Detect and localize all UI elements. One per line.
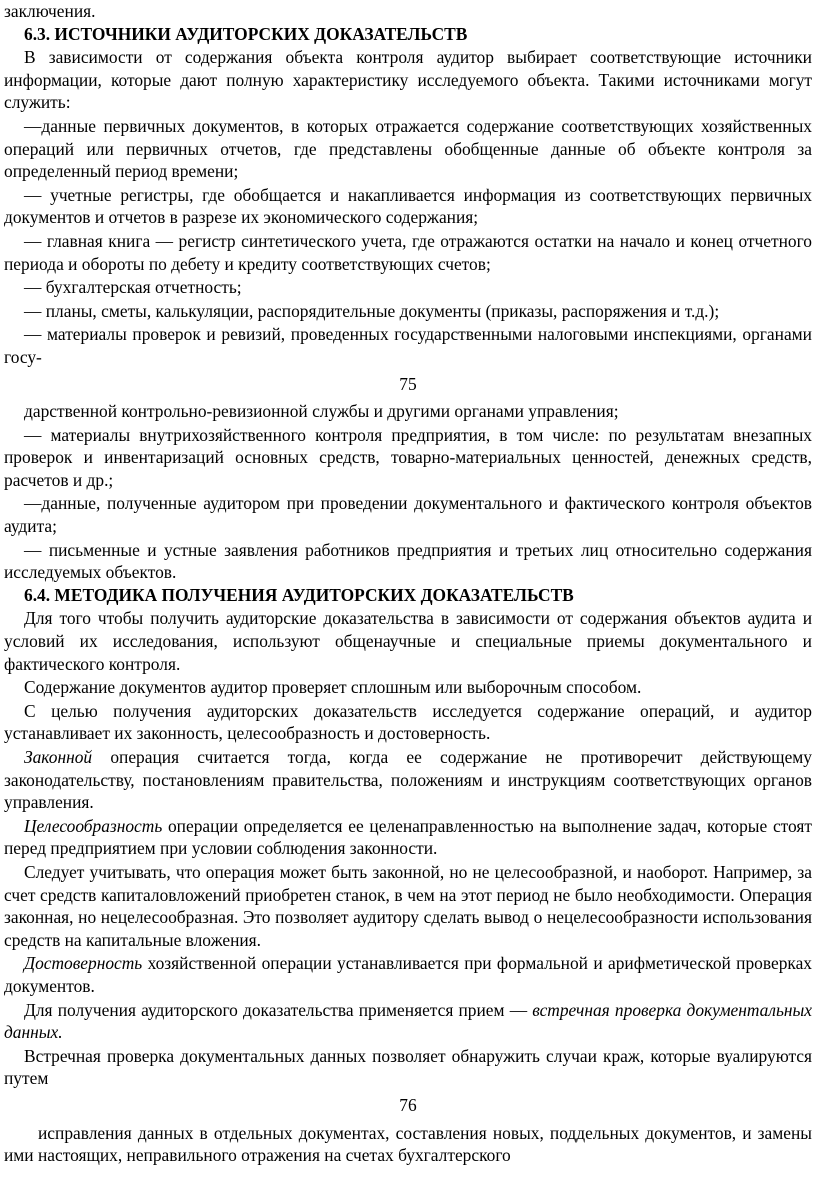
- expediency-definition: операции определяется ее целенаправленностью на выполнение задач, которые стоят перед предприятием при условии соблюдения законности.: [4, 815, 812, 859]
- paragraph: исправления данных в отдельных документах, составления новых, поддельных документов, и замены ими настоящих, неправильного отражения на счетах бухгалтерского: [4, 1122, 812, 1166]
- term-expediency: Целесообразность: [24, 815, 163, 836]
- paragraph-expediency: [4, 815, 812, 860]
- page-number: 76: [399, 1094, 417, 1115]
- list-item: — письменные и устные заявления работников предприятия и третьих лиц относительно содержания исследуемых объектов.: [4, 539, 812, 583]
- paragraph: В зависимости от содержания объекта контроля аудитор выбирает соответствующие источники информации, которые дают полную характеристику исследуемого объекта. Такими источниками могут служить:: [4, 47, 812, 113]
- paragraph: Содержание документов аудитор проверяет сплошным или выборочным способом.: [24, 677, 642, 698]
- list-item: —данные первичных документов, в которых отражается содержание соответствующих хозяйственных операций или первичных отчетов, где представлены обобщенные данные об объекте контроля за определенный период времени;: [4, 115, 812, 182]
- section-heading-6-3: 6.3. ИСТОЧНИКИ АУДИТОРСКИХ ДОКАЗАТЕЛЬСТВ: [24, 23, 468, 44]
- list-item: —данные, полученные аудитором при проведении документального и фактического контроля объектов аудита;: [4, 493, 812, 537]
- term-reliability: Достоверность: [24, 953, 143, 974]
- page-number: 75: [399, 373, 417, 394]
- paragraph-reliability: [4, 952, 812, 997]
- list-item: — материалы проверок и ревизий, проведенных государственными налоговыми инспекциями, органами госу-: [4, 324, 812, 367]
- paragraph: Встречная проверка документальных данных позволяет обнаружить случаи краж, которые вуалируются путем: [4, 1045, 812, 1089]
- top-fragment: заключения.: [4, 1, 96, 21]
- legal-definition: операция считается тогда, когда ее содержание не противоречит действующему законодательству, постановлениям правительства, положениям и инструкциям соответствующих органов управления.: [4, 747, 812, 813]
- section-heading-6-4: 6.4. МЕТОДИКА ПОЛУЧЕНИЯ АУДИТОРСКИХ ДОКАЗАТЕЛЬСТВ: [24, 584, 574, 605]
- term-legal: Законной: [24, 747, 93, 767]
- reliability-definition: хозяйственной операции устанавливается при формальной и арифметической проверках документов.: [4, 953, 812, 996]
- method-text: Для получения аудиторского доказательства применяется прием —: [24, 999, 533, 1020]
- paragraph-legality: [4, 746, 812, 814]
- list-item: — планы, сметы, калькуляции, распорядительные документы (приказы, распоряжения и т.д.);: [24, 300, 720, 321]
- paragraph-method: [4, 999, 812, 1044]
- term-cross-check: встречная проверка документальных данных.: [4, 999, 812, 1043]
- list-item: — материалы внутрихозяйственного контроля предприятия, в том числе: по результатам внезапных проверок и инвентаризаций основных средств, товарно-материальных ценностей, денежных средств, расчетов и др.;: [4, 424, 812, 490]
- paragraph: Для того чтобы получить аудиторские доказательства в зависимости от содержания объектов аудита и условий их исследования, используют общенаучные и специальные приемы документального и фактического контроля.: [4, 608, 812, 674]
- list-item: — бухгалтерская отчетность;: [24, 277, 242, 298]
- list-item: — главная книга — регистр синтетического учета, где отражаются остатки на начало и конец отчетного периода и обороты по дебету и кредиту соответствующих счетов;: [4, 230, 812, 274]
- paragraph: С целью получения аудиторских доказательств исследуется содержание операций, и аудитор устанавливает их законность, целесообразность и достоверность.: [4, 700, 812, 744]
- paragraph: Следует учитывать, что операция может быть законной, но не целесообразной, и наоборот. Например, за счет средств капиталовложений приобретен станок, в чем на этот период не было необходимости. Операция законная, но нецелесообразная. Это позволяет аудитору сделать вывод о нецелесообразности использования средств на капитальные вложения.: [4, 861, 812, 950]
- paragraph: дарственной контрольно-ревизионной службы и другими органами управления;: [24, 401, 619, 422]
- list-item: — учетные регистры, где обобщается и накапливается информация из соответствующих первичных документов и отчетов в разрезе их экономического содержания;: [4, 184, 812, 228]
